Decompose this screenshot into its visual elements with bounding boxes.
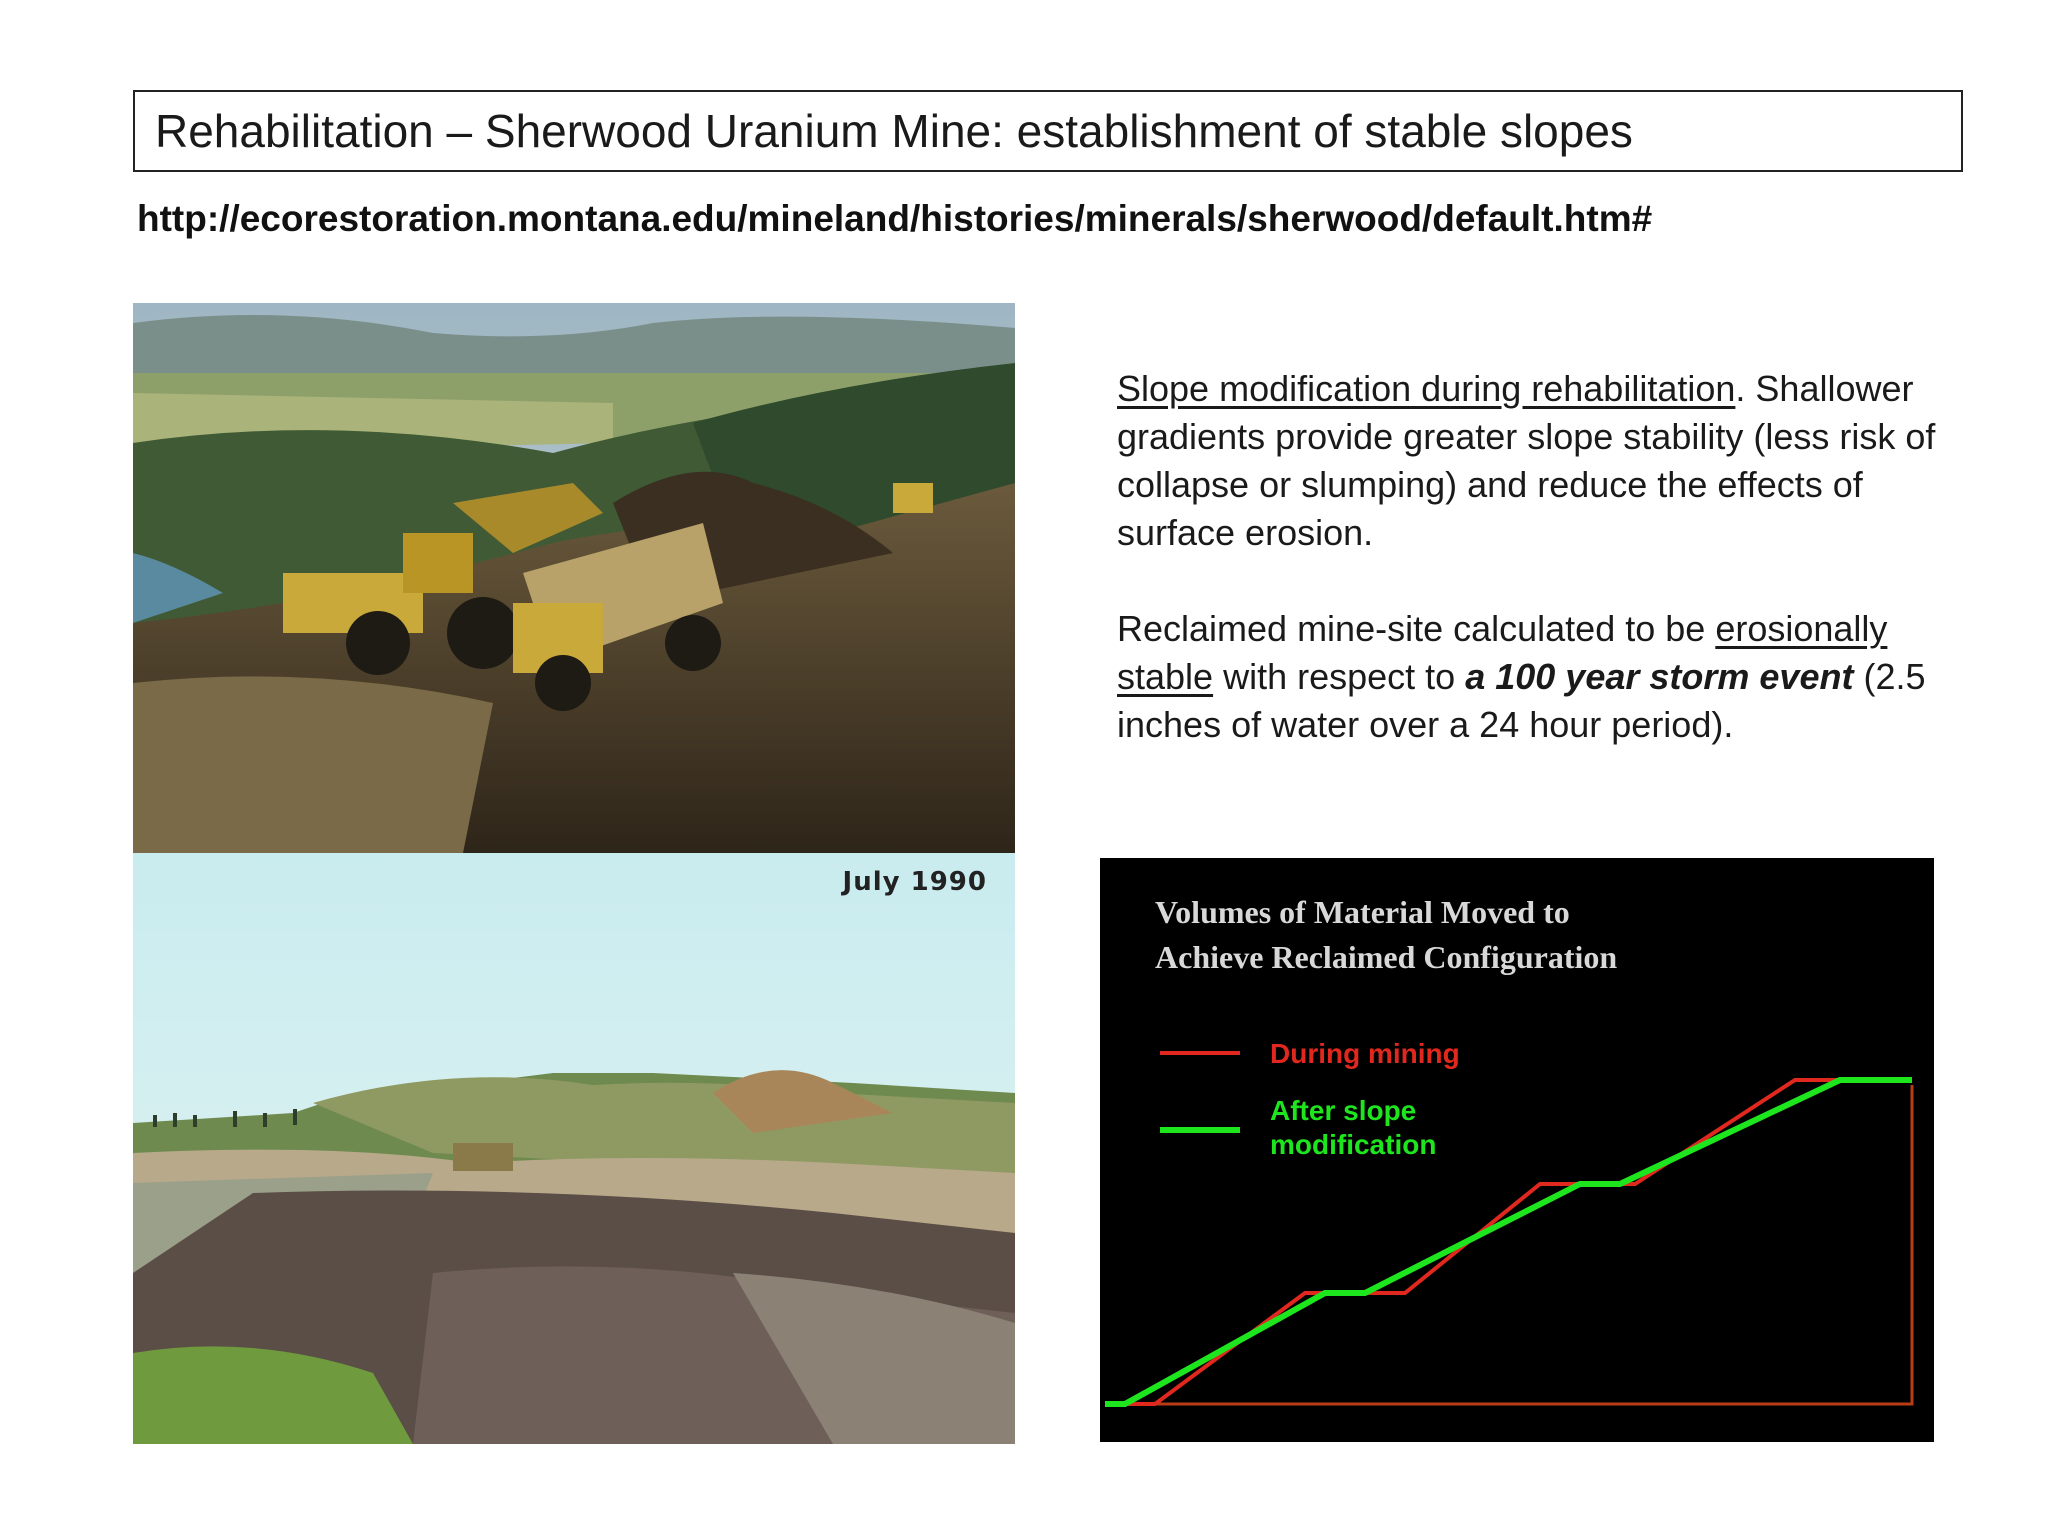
slope-profile-chart — [1100, 858, 1934, 1442]
slope-modification-body: Shallower gradients provide greater slope stability (less risk of collapse or slumping) and reduce the effects of surface erosion. — [1117, 368, 1936, 553]
description-text — [1117, 365, 1937, 797]
reclaimed-slope-photo — [133, 853, 1015, 1444]
erosion-text-end: (2.5 inches of water over a 24 hour period). — [1117, 656, 1926, 745]
slide-title-box — [133, 90, 1963, 172]
chart-title-line1: Volumes of Material Moved to — [1155, 894, 1570, 930]
legend-during-mining-label: During mining — [1270, 1038, 1460, 1069]
earthmoving-equipment-photo — [133, 303, 1015, 853]
legend-after-modification-label-1: After slope — [1270, 1095, 1417, 1126]
legend-after-modification-label-2: modification — [1270, 1129, 1437, 1160]
erosion-text-start: Reclaimed mine-site calculated to be — [1117, 608, 1706, 649]
erosion-text-middle: with respect to — [1223, 656, 1456, 697]
slope-modification-heading: Slope modification during rehabilitation — [1117, 368, 1736, 409]
source-url[interactable]: http://ecorestoration.montana.edu/mineland/histories/minerals/sherwood/default.htm# — [137, 198, 1653, 239]
photo-date-stamp: July 1990 — [842, 867, 987, 897]
storm-event-emphasis: a 100 year storm event — [1465, 656, 1854, 697]
heading-period: . — [1735, 368, 1746, 409]
erosionally-stable-term: erosionally stable — [1117, 608, 1888, 697]
chart-title-line2: Achieve Reclaimed Configuration — [1155, 939, 1618, 975]
paragraph-slope-modification — [1117, 365, 1937, 557]
slide-title: Rehabilitation – Sherwood Uranium Mine: establishment of stable slopes — [155, 105, 1633, 157]
paragraph-erosional-stability — [1117, 605, 1937, 749]
